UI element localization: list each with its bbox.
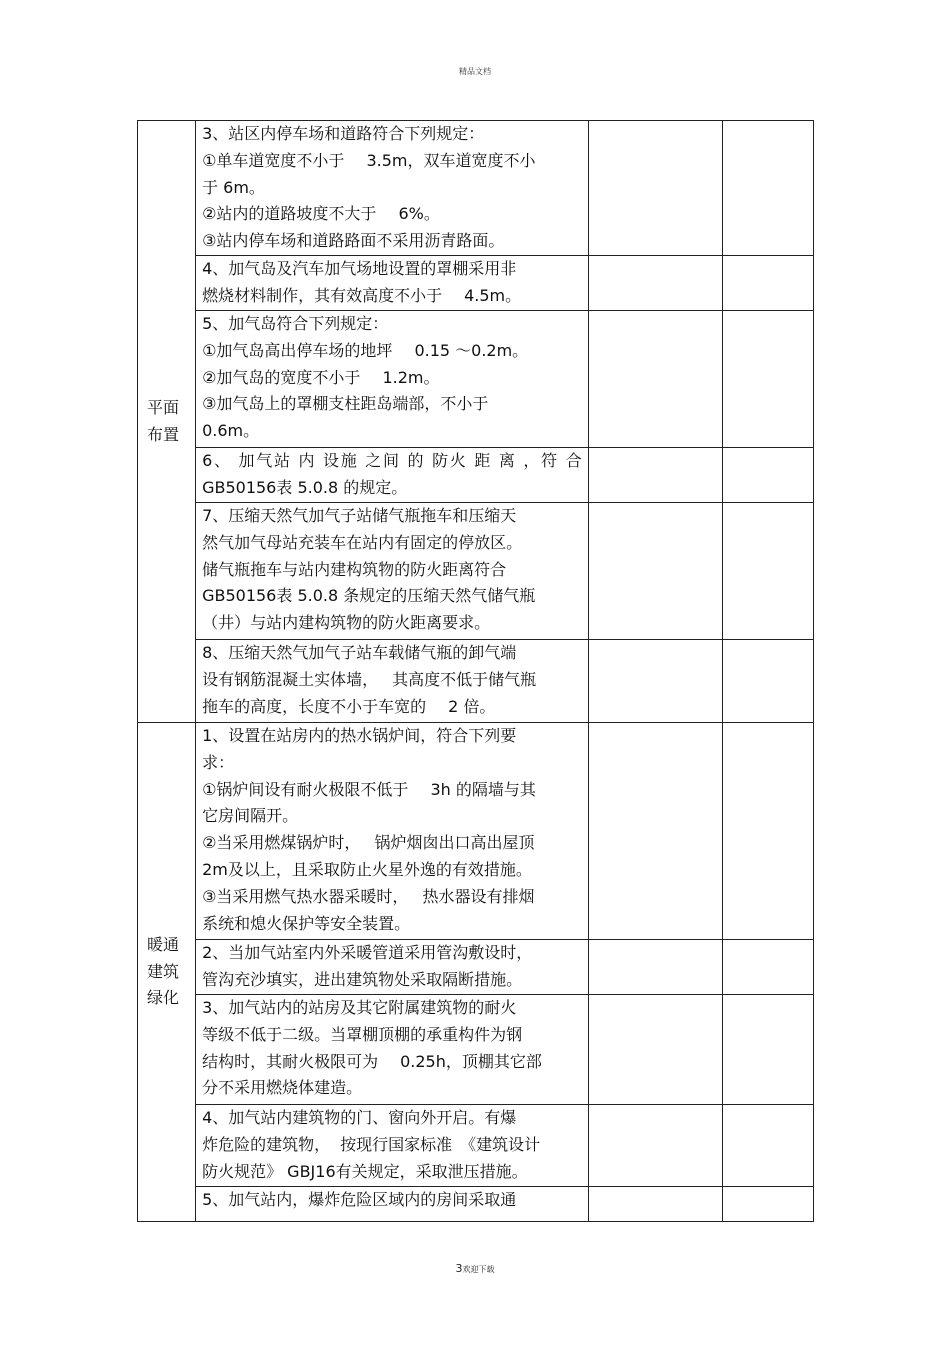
- blank-cell: [588, 121, 722, 256]
- table-row: [138, 311, 814, 448]
- blank-cell: [588, 503, 722, 640]
- item-text: 它房间隔开。: [202, 806, 299, 826]
- table-row: [138, 503, 814, 640]
- inspection-table: [137, 120, 814, 1222]
- item-cell: [196, 121, 589, 256]
- item-text: 3、加气站内的站房及其它附属建筑物的耐火: [202, 998, 517, 1017]
- item-text: ③站内停车场和道路路面不采用沥青路面。: [202, 231, 505, 251]
- blank-cell: [722, 940, 813, 995]
- item-text: 于 6m。: [202, 177, 265, 197]
- item-text: 5、加气岛符合下列规定：: [202, 314, 389, 333]
- category-cell: [138, 723, 196, 1222]
- item-text: 2、当加气站室内外采暖管道采用管沟敷设时，: [202, 943, 533, 962]
- table-row: [138, 448, 814, 503]
- item-text: GB50156表 5.0.8 条规定的压缩天然气储气瓶: [202, 586, 536, 606]
- table-row: [138, 1187, 814, 1222]
- item-text: 储气瓶拖车与站内建构筑物的防火距离符合: [202, 559, 507, 579]
- page-header: 精品文档: [459, 67, 491, 76]
- category-label: 平面: [147, 398, 180, 417]
- blank-cell: [722, 503, 813, 640]
- item-cell: [196, 640, 589, 723]
- item-cell: [196, 995, 589, 1105]
- item-text: 0.6m。: [202, 421, 260, 441]
- item-text: ①单车道宽度不小于 3.5m，双车道宽度不小: [202, 150, 536, 170]
- blank-cell: [722, 723, 813, 940]
- item-cell: [196, 1105, 589, 1187]
- item-text: 等级不低于二级。当罩棚顶棚的承重构件为钢: [202, 1024, 523, 1044]
- item-cell: [196, 723, 589, 940]
- blank-cell: [588, 940, 722, 995]
- item-cell: [196, 940, 589, 995]
- blank-cell: [588, 1105, 722, 1187]
- item-text: ①加气岛高出停车场的地坪 0.15 ～0.2m。: [202, 340, 529, 360]
- blank-cell: [722, 995, 813, 1105]
- page-number: 3: [455, 1262, 463, 1275]
- item-cell: [196, 256, 589, 311]
- footer-text: 欢迎下载: [462, 1265, 495, 1274]
- item-text: 4、加气岛及汽车加气场地设置的罩棚采用非: [202, 259, 517, 278]
- blank-cell: [588, 995, 722, 1105]
- item-text: ③加气岛上的罩棚支柱距岛端部，不小于: [202, 394, 489, 414]
- item-cell: [196, 448, 589, 503]
- category-label: 布置: [147, 424, 180, 444]
- blank-cell: [588, 723, 722, 940]
- category-cell: [138, 121, 196, 723]
- item-text: 8、压缩天然气加气子站车载储气瓶的卸气端: [202, 643, 517, 662]
- item-text: 1、设置在站房内的热水锅炉间，符合下列要: [202, 726, 517, 745]
- table-row: [138, 723, 814, 940]
- item-text: 炸危险的建筑物， 按现行国家标准 《建筑设计: [202, 1134, 541, 1154]
- item-text: 防火规范》 GBJ16有关规定，采取泄压措施。: [202, 1161, 528, 1181]
- item-text: （井）与站内建构筑物的防火距离要求。: [202, 613, 491, 633]
- item-text: ②当采用燃煤锅炉时， 锅炉烟囱出口高出屋顶: [202, 833, 535, 853]
- item-text: 求：: [202, 752, 235, 772]
- item-text: 4、加气站内建筑物的门、窗向外开启。有爆: [202, 1108, 517, 1127]
- table-row: [138, 121, 814, 256]
- blank-cell: [588, 1187, 722, 1222]
- page-footer: [0, 1262, 950, 1275]
- item-text: ①锅炉间设有耐火极限不低于 3h 的隔墙与其: [202, 779, 536, 799]
- item-text: 系统和熄火保护等安全装置。: [202, 913, 411, 933]
- blank-cell: [722, 1187, 813, 1222]
- item-text: 设有钢筋混凝土实体墙， 其高度不低于储气瓶: [202, 669, 537, 689]
- blank-cell: [722, 121, 813, 256]
- item-cell: [196, 503, 589, 640]
- item-text: 管沟充沙填实，进出建筑物处采取隔断措施。: [202, 969, 523, 989]
- item-text: 燃烧材料制作，其有效高度不小于 4.5m。: [202, 285, 522, 305]
- item-cell: [196, 311, 589, 448]
- item-text: 7、压缩天然气加气子站储气瓶拖车和压缩天: [202, 506, 517, 525]
- item-text: 结构时，其耐火极限可为 0.25h，顶棚其它部: [202, 1051, 542, 1071]
- item-text: GB50156表 5.0.8 的规定。: [202, 477, 408, 497]
- table-row: [138, 995, 814, 1105]
- blank-cell: [722, 311, 813, 448]
- blank-cell: [588, 448, 722, 503]
- table-row: [138, 1105, 814, 1187]
- item-text: 然气加气母站充装车在站内有固定的停放区。: [202, 532, 523, 552]
- blank-cell: [722, 256, 813, 311]
- table-row: [138, 640, 814, 723]
- item-text: ③当采用燃气热水器采暖时， 热水器设有排烟: [202, 886, 535, 906]
- category-label: 建筑: [147, 961, 180, 981]
- item-text: 3、站区内停车场和道路符合下列规定：: [202, 124, 485, 143]
- table-row: [138, 940, 814, 995]
- blank-cell: [722, 448, 813, 503]
- blank-cell: [588, 640, 722, 723]
- item-text: 5、加气站内，爆炸危险区域内的房间采取通: [202, 1190, 517, 1209]
- item-text: 拖车的高度，长度不小于车宽的 2 倍。: [202, 696, 496, 716]
- table-row: [138, 256, 814, 311]
- blank-cell: [588, 311, 722, 448]
- blank-cell: [722, 640, 813, 723]
- item-text: 2m及以上，且采取防止火星外逸的有效措施。: [202, 859, 532, 879]
- item-cell: [196, 1187, 589, 1222]
- blank-cell: [588, 256, 722, 311]
- category-label: 暖通: [147, 935, 180, 955]
- item-text: ②加气岛的宽度不小于 1.2m。: [202, 367, 440, 387]
- blank-cell: [722, 1105, 813, 1187]
- category-label: 绿化: [147, 988, 180, 1008]
- item-text: ②站内的道路坡度不大于 6%。: [202, 204, 440, 224]
- item-text: 分不采用燃烧体建造。: [202, 1078, 363, 1098]
- item-text: 6、 加气站 内 设施 之间 的 防火 距 离 ，符 合: [202, 451, 582, 470]
